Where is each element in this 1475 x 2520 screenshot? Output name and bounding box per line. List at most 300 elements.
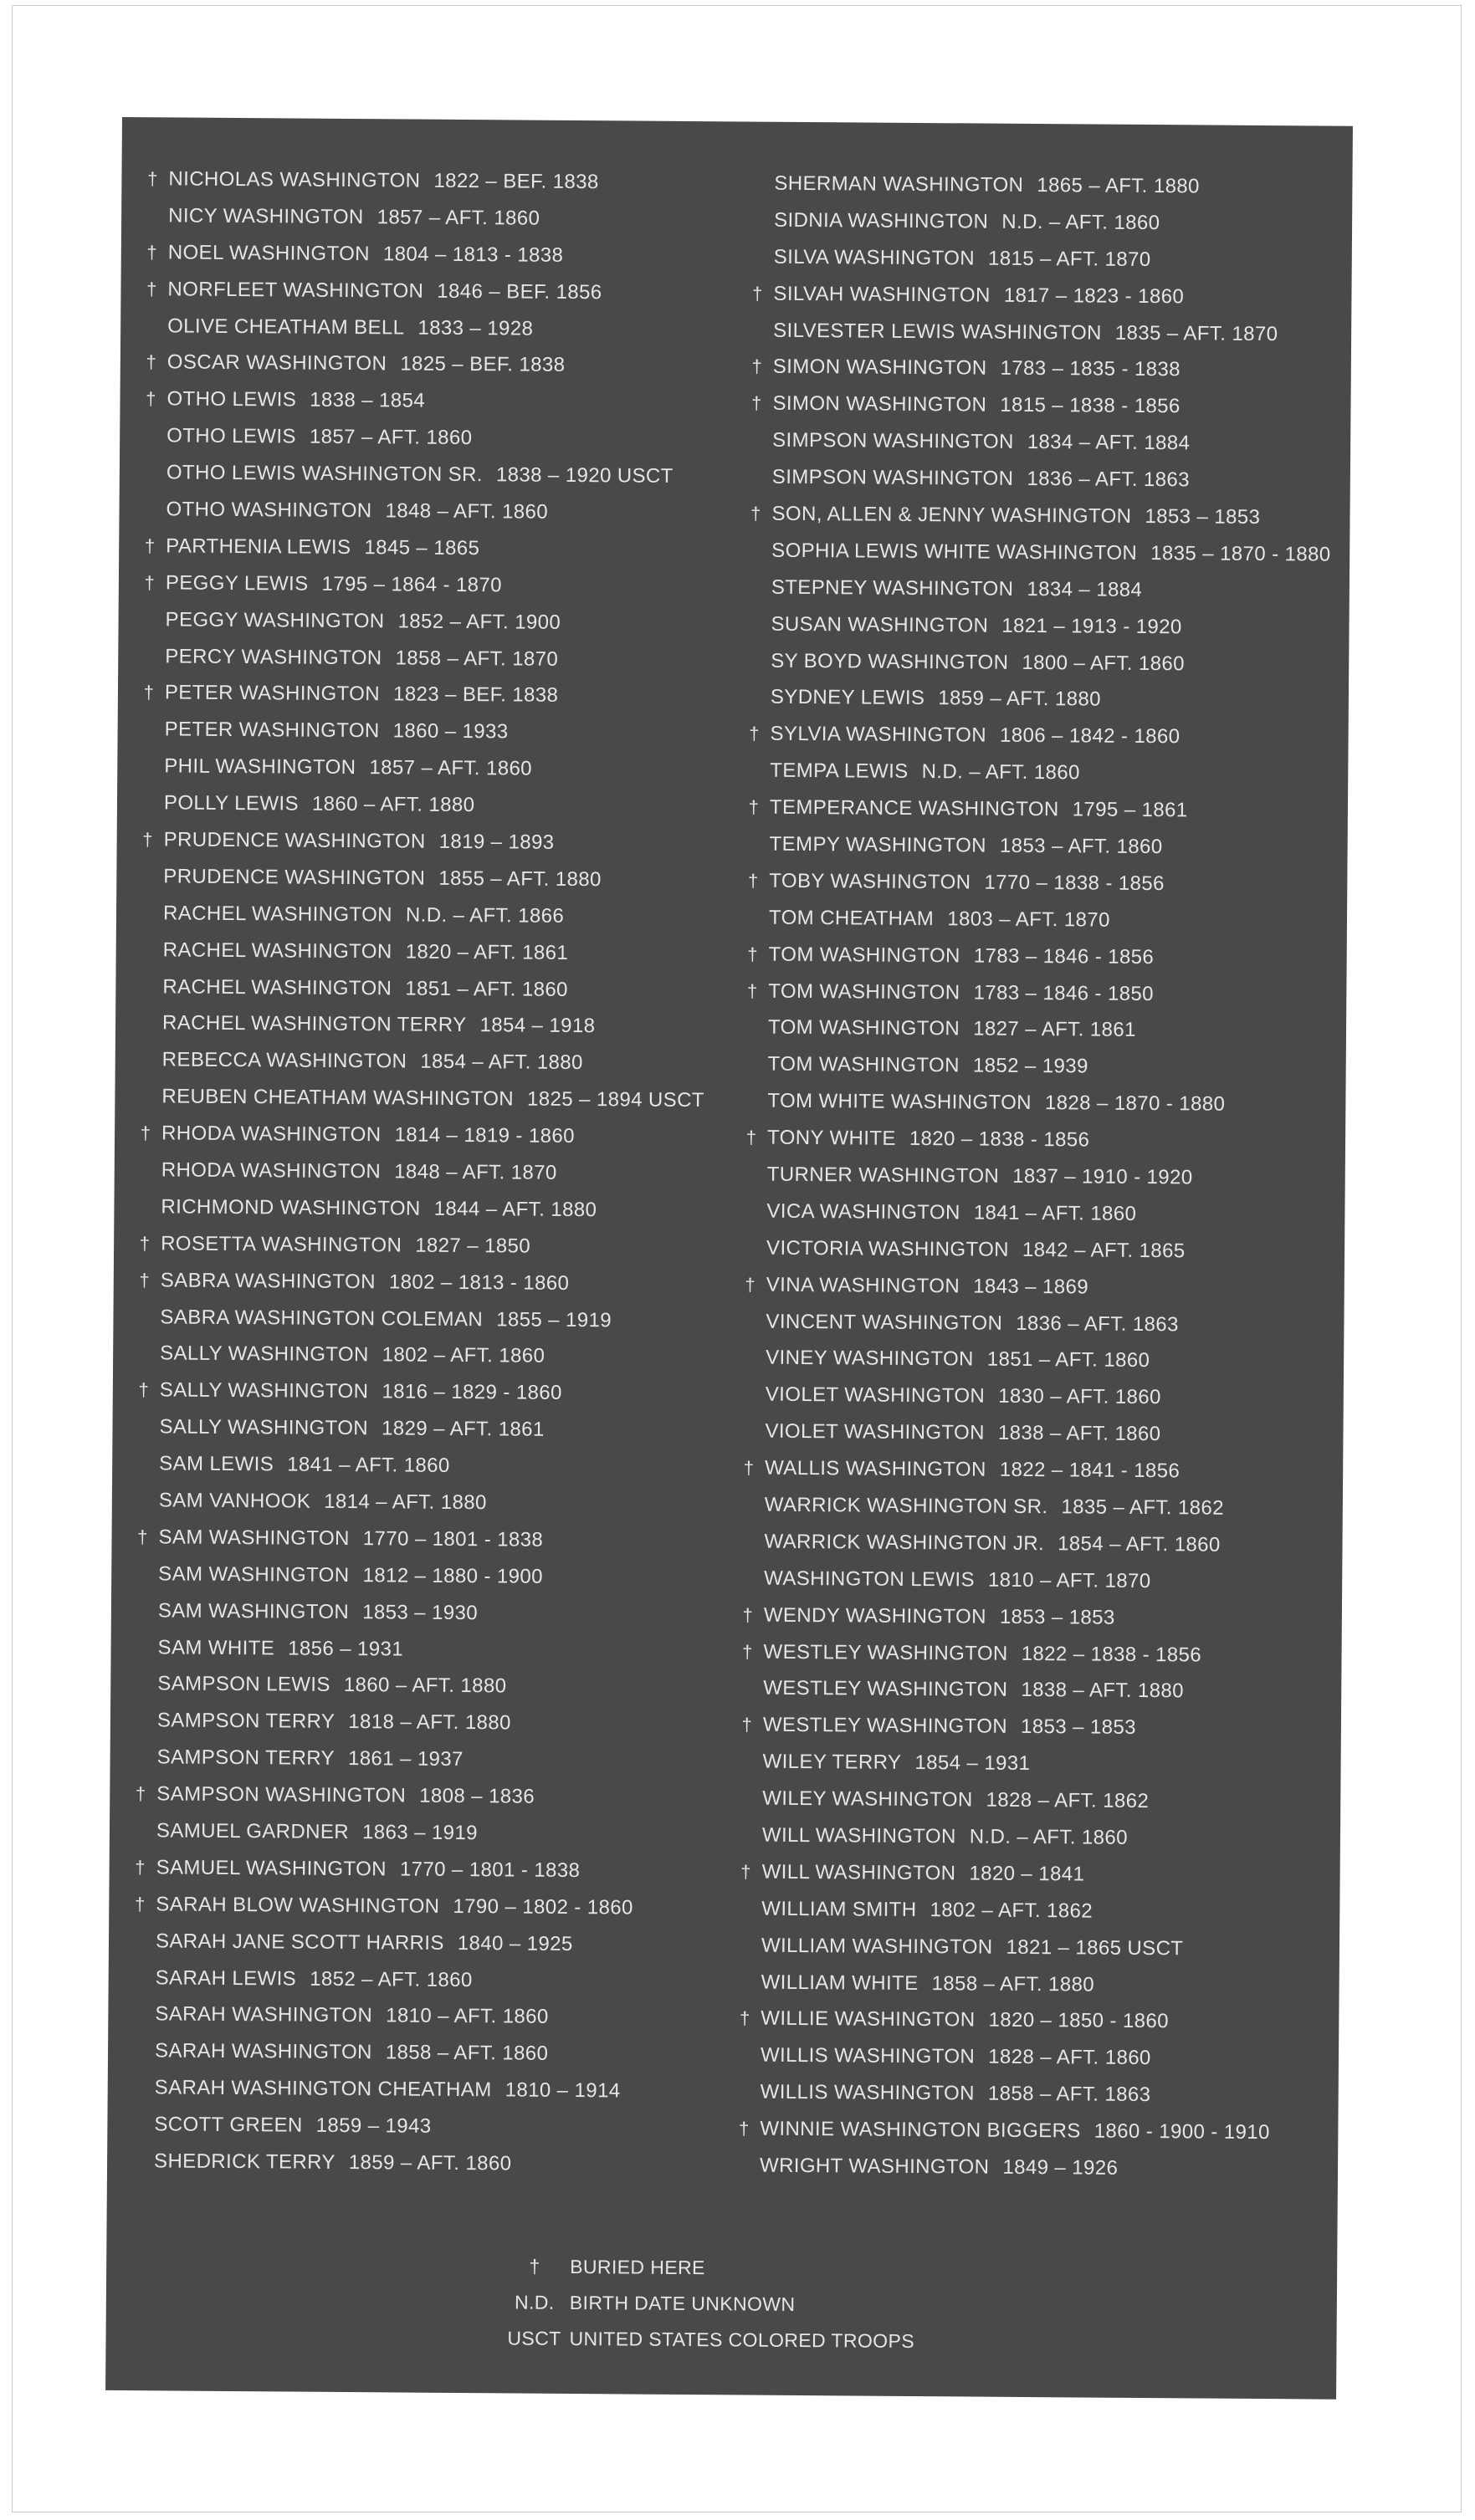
legend-row-nd	[499, 2284, 915, 2323]
entry-dates: 1838 – AFT. 1880	[1021, 1679, 1185, 1703]
entry-name: WASHINGTON LEWIS	[764, 1567, 976, 1592]
name-entry	[129, 1188, 731, 1229]
entry-name: PETER WASHINGTON	[164, 681, 381, 706]
entry-name: REUBEN CHEATHAM WASHINGTON	[161, 1085, 515, 1111]
name-entry	[125, 1812, 727, 1853]
name-entry	[131, 1041, 733, 1082]
entry-dates: 1853 – 1930	[362, 1600, 479, 1624]
entry-dates: 1838 – 1920 USCT	[495, 463, 673, 488]
entry-dates: 1822 – 1841 - 1856	[999, 1458, 1181, 1483]
entry-dates: 1852 – 1939	[972, 1054, 1088, 1078]
entry-name: REBECCA WASHINGTON	[161, 1048, 407, 1073]
entry-dates: 1859 – AFT. 1880	[938, 687, 1101, 712]
entry-dates: 1827 – 1850	[415, 1234, 531, 1258]
entry-dates: N.D. – AFT. 1860	[969, 1825, 1129, 1849]
name-entry	[136, 308, 738, 349]
entry-dates: 1860 – 1933	[392, 719, 509, 744]
entry-name: SARAH WASHINGTON CHEATHAM	[154, 2076, 492, 2102]
entry-dates: 1860 – AFT. 1880	[343, 1674, 507, 1698]
entry-name: PETER WASHINGTON	[164, 718, 380, 743]
name-entry	[124, 1849, 726, 1890]
entry-name: SHERMAN WASHINGTON	[774, 171, 1024, 197]
entry-name: SAMPSON TERRY	[156, 1746, 335, 1771]
left-name-column	[122, 161, 740, 2184]
name-entry	[736, 1046, 1339, 1087]
entry-dates: 1859 – 1943	[315, 2114, 432, 2138]
name-entry	[131, 895, 734, 936]
entry-name: SHEDRICK TERRY	[153, 2149, 335, 2174]
name-entry	[738, 716, 1340, 757]
entry-name: NICHOLAS WASHINGTON	[168, 167, 421, 192]
name-entry	[122, 2106, 725, 2147]
entry-name: RHODA WASHINGTON	[161, 1122, 382, 1147]
entry-name: STEPNEY WASHINGTON	[771, 575, 1014, 601]
entry-dates: 1837 – 1910 - 1920	[1012, 1164, 1193, 1189]
name-entry	[129, 1262, 731, 1303]
entry-dates: 1822 – BEF. 1838	[433, 169, 599, 194]
name-entry	[132, 711, 735, 752]
entry-name: WRIGHT WASHINGTON	[759, 2154, 990, 2179]
name-entry	[131, 1005, 733, 1046]
entry-name: TOM WASHINGTON	[767, 1053, 960, 1077]
entry-dates: 1846 – BEF. 1856	[437, 279, 602, 304]
entry-name: SAMUEL GARDNER	[156, 1819, 350, 1844]
name-entry	[733, 1450, 1335, 1491]
name-entry	[129, 1225, 731, 1266]
entry-name: SABRA WASHINGTON COLEMAN	[160, 1305, 484, 1331]
entry-dates: 1830 – AFT. 1860	[998, 1385, 1161, 1409]
entry-dates: 1806 – 1842 - 1860	[999, 724, 1181, 749]
entry-name: SILVESTER LEWIS WASHINGTON	[773, 319, 1102, 345]
entry-dates: 1843 – 1869	[973, 1275, 1089, 1299]
entry-name: SCOTT GREEN	[154, 2113, 303, 2137]
entry-dates: 1852 – AFT. 1860	[310, 1967, 473, 1991]
entry-name: WENDY WASHINGTON	[763, 1603, 986, 1628]
name-entry	[124, 1923, 726, 1964]
name-entry	[740, 386, 1343, 427]
name-entry	[739, 679, 1341, 720]
entry-name: SAM WASHINGTON	[157, 1599, 350, 1623]
entry-name: WILLIS WASHINGTON	[760, 2044, 976, 2068]
entry-dates: 1840 – 1925	[457, 1931, 573, 1955]
entry-dates: N.D. – AFT. 1866	[405, 903, 565, 928]
entry-name: SAMUEL WASHINGTON	[156, 1856, 387, 1881]
name-entry	[730, 1927, 1332, 1968]
name-entry	[123, 1996, 725, 2037]
entry-dates: 1859 – AFT. 1860	[348, 2151, 512, 2175]
name-entry	[130, 1152, 732, 1193]
entry-name: POLLY LEWIS	[163, 791, 300, 815]
entry-name: SARAH LEWIS	[155, 1965, 297, 1991]
legend	[499, 2248, 914, 2359]
entry-name: SAMPSON WASHINGTON	[156, 1782, 407, 1807]
name-entry	[126, 1556, 729, 1597]
name-entry	[737, 862, 1339, 903]
buried-marker-icon: †	[144, 571, 156, 594]
buried-marker-icon: †	[751, 355, 763, 378]
buried-marker-icon: †	[751, 392, 762, 414]
entry-dates: 1855 – 1919	[496, 1307, 612, 1332]
entry-name: RACHEL WASHINGTON	[162, 938, 392, 964]
entry-name: NICY WASHINGTON	[168, 204, 364, 228]
entry-dates: 1816 – 1829 - 1860	[382, 1380, 562, 1405]
name-entry	[127, 1445, 730, 1486]
entry-dates: 1857 – AFT. 1860	[369, 756, 533, 780]
name-entry	[738, 790, 1340, 831]
name-entry	[742, 238, 1344, 279]
entry-dates: 1828 – 1870 - 1880	[1044, 1091, 1226, 1116]
entry-name: SAM WASHINGTON	[158, 1526, 350, 1550]
entry-name: WILL WASHINGTON	[761, 1823, 956, 1848]
name-entry	[735, 1266, 1337, 1307]
entry-dates: 1810 – AFT. 1860	[386, 2004, 549, 2029]
name-entry	[731, 1633, 1334, 1674]
entry-dates: N.D. – AFT. 1860	[921, 760, 1080, 785]
name-entry	[741, 349, 1344, 390]
name-entry	[735, 1156, 1338, 1197]
entry-name: WARRICK WASHINGTON SR.	[764, 1493, 1048, 1519]
entry-dates: 1815 – AFT. 1870	[987, 247, 1151, 271]
entry-dates: 1821 – 1913 - 1920	[1001, 614, 1182, 638]
legend-key-usct: USCT	[507, 2327, 561, 2349]
name-entry	[736, 1010, 1339, 1050]
entry-name: SAM VANHOOK	[158, 1489, 311, 1513]
name-entry	[730, 1781, 1333, 1822]
name-entry	[736, 973, 1339, 1014]
buried-marker-icon: †	[740, 1861, 752, 1883]
name-entry	[740, 532, 1342, 573]
entry-name: SAMPSON TERRY	[156, 1709, 335, 1734]
name-entry	[740, 495, 1342, 536]
entry-name: SAM WASHINGTON	[158, 1562, 350, 1587]
entry-name: TOM WASHINGTON	[768, 979, 960, 1004]
entry-name: RACHEL WASHINGTON	[162, 902, 393, 927]
entry-dates: 1863 – 1919	[361, 1821, 479, 1845]
buried-marker-icon: †	[745, 1274, 756, 1296]
name-entry	[123, 2069, 725, 2110]
entry-name: ROSETTA WASHINGTON	[161, 1232, 402, 1257]
entry-dates: 1810 – AFT. 1870	[987, 1568, 1151, 1592]
entry-name: TOM WASHINGTON	[768, 943, 960, 968]
legend-row-usct	[499, 2320, 914, 2359]
entry-dates: 1808 – 1836	[419, 1784, 535, 1808]
entry-dates: 1812 – 1880 - 1900	[362, 1563, 543, 1588]
entry-name: SYLVIA WASHINGTON	[770, 722, 987, 747]
name-entry	[730, 1853, 1332, 1894]
name-entry	[740, 422, 1343, 463]
buried-marker-icon: †	[139, 1269, 151, 1291]
entry-dates: 1825 – 1894 USCT	[526, 1087, 705, 1112]
entry-name: SAM WHITE	[157, 1635, 275, 1659]
name-entry	[729, 2074, 1331, 2115]
legend-text-usct: UNITED STATES COLORED TROOPS	[569, 2327, 915, 2353]
entry-name: PEGGY WASHINGTON	[165, 608, 385, 632]
name-entry	[125, 1702, 728, 1743]
entry-dates: 1817 – 1823 - 1860	[1003, 284, 1185, 308]
entry-name: WILEY TERRY	[762, 1750, 902, 1775]
legend-key-nd: N.D.	[514, 2291, 555, 2313]
name-entry	[135, 417, 737, 458]
right-name-column	[728, 165, 1345, 2188]
entry-dates: 1856 – 1931	[288, 1637, 404, 1661]
name-entry	[737, 899, 1339, 940]
entry-dates: 1802 – AFT. 1862	[930, 1898, 1093, 1923]
name-entry	[742, 202, 1344, 243]
entry-name: VICTORIA WASHINGTON	[766, 1236, 1010, 1261]
entry-dates: 1838 – AFT. 1860	[997, 1421, 1161, 1446]
name-entry	[732, 1597, 1334, 1638]
entry-name: WILEY WASHINGTON	[762, 1786, 973, 1812]
buried-marker-icon: †	[134, 1893, 146, 1915]
entry-name: TOM WASHINGTON	[767, 1016, 960, 1040]
entry-dates: 1783 – 1835 - 1838	[1000, 357, 1181, 381]
name-entry	[136, 234, 739, 275]
entry-dates: 1828 – AFT. 1860	[988, 2046, 1151, 2070]
entry-dates: 1865 – AFT. 1880	[1037, 173, 1200, 198]
entry-dates: 1858 – AFT. 1880	[931, 1971, 1095, 1996]
buried-marker-icon: †	[146, 241, 158, 263]
name-entry	[742, 165, 1344, 206]
entry-dates: N.D. – AFT. 1860	[1001, 210, 1160, 234]
entry-dates: 1854 – 1918	[479, 1014, 596, 1038]
entry-dates: 1828 – AFT. 1862	[986, 1788, 1150, 1813]
entry-name: TOM WHITE WASHINGTON	[767, 1089, 1032, 1115]
entry-dates: 1770 – 1801 - 1838	[399, 1858, 581, 1882]
entry-name: OLIVE CHEATHAM BELL	[167, 314, 405, 339]
entry-dates: 1820 – 1838 - 1856	[909, 1127, 1090, 1152]
name-entry	[122, 2143, 725, 2184]
name-entry	[136, 197, 739, 238]
buried-marker-icon: †	[743, 1457, 755, 1479]
entry-dates: 1851 – AFT. 1860	[986, 1348, 1150, 1372]
entry-dates: 1849 – 1926	[1002, 2155, 1119, 2180]
entry-dates: 1855 – AFT. 1880	[438, 866, 602, 892]
name-entry	[741, 312, 1344, 353]
name-entry	[739, 642, 1341, 683]
entry-name: SON, ALLEN & JENNY WASHINGTON	[771, 502, 1132, 528]
entry-name: VINCENT WASHINGTON	[766, 1310, 1003, 1335]
entry-dates: 1854 – 1931	[914, 1751, 1031, 1776]
name-entry	[128, 1336, 730, 1377]
name-entry	[730, 1890, 1332, 1931]
entry-name: PRUDENCE WASHINGTON	[163, 828, 426, 853]
entry-name: SALLY WASHINGTON	[159, 1378, 369, 1403]
entry-dates: 1819 – 1893	[438, 830, 555, 854]
entry-name: TONY WHITE	[766, 1126, 896, 1150]
entry-name: SARAH JANE SCOTT HARRIS	[155, 1930, 444, 1955]
entry-name: TEMPY WASHINGTON	[769, 832, 987, 857]
entry-dates: 1783 – 1846 - 1850	[973, 981, 1155, 1005]
name-entry	[131, 858, 734, 899]
entry-name: SUSAN WASHINGTON	[771, 612, 989, 637]
entry-name: RHODA WASHINGTON	[161, 1158, 382, 1183]
name-entry	[738, 753, 1340, 794]
entry-name: PRUDENCE WASHINGTON	[163, 865, 426, 890]
name-entry	[735, 1193, 1337, 1234]
name-entry	[732, 1523, 1334, 1564]
buried-marker-icon: †	[139, 1232, 151, 1255]
entry-name: SALLY WASHINGTON	[159, 1415, 369, 1440]
name-entry	[730, 1744, 1333, 1785]
entry-name: SARAH WASHINGTON	[154, 2039, 372, 2064]
entry-dates: 1770 – 1838 - 1856	[984, 871, 1165, 896]
entry-dates: 1835 – AFT. 1870	[1114, 321, 1278, 345]
name-entry	[134, 528, 736, 569]
name-entry	[134, 565, 736, 606]
name-entry	[741, 275, 1344, 316]
entry-dates: 1861 – 1937	[347, 1747, 463, 1771]
name-entry	[734, 1303, 1336, 1344]
entry-dates: 1841 – AFT. 1860	[973, 1201, 1137, 1225]
name-entry	[135, 381, 737, 422]
buried-marker-icon: †	[147, 168, 158, 190]
memorial-plaque	[105, 117, 1353, 2400]
entry-dates: 1838 – 1854	[310, 388, 426, 412]
entry-dates: 1845 – 1865	[364, 535, 480, 560]
entry-name: SABRA WASHINGTON	[160, 1269, 376, 1293]
entry-name: TEMPA LEWIS	[770, 759, 909, 784]
name-entry	[737, 936, 1339, 977]
entry-dates: 1814 – 1819 - 1860	[394, 1123, 575, 1148]
entry-name: SIDNIA WASHINGTON	[774, 208, 989, 233]
buried-marker-icon: †	[143, 682, 155, 703]
legend-key-buried: †	[529, 2255, 540, 2277]
name-entry	[136, 345, 738, 386]
entry-name: SALLY WASHINGTON	[160, 1342, 369, 1367]
name-entry	[124, 1960, 726, 2001]
entry-dates: 1857 – AFT. 1860	[376, 206, 540, 230]
entry-dates: 1810 – 1914	[504, 2078, 621, 2103]
buried-marker-icon: †	[144, 535, 156, 557]
entry-dates: 1834 – 1884	[1027, 577, 1143, 601]
entry-name: TEMPERANCE WASHINGTON	[769, 795, 1059, 821]
name-entry	[133, 675, 735, 716]
entry-name: VINA WASHINGTON	[766, 1273, 960, 1298]
entry-name: NOEL WASHINGTON	[167, 241, 371, 265]
entry-name: VIOLET WASHINGTON	[765, 1419, 985, 1444]
entry-dates: 1854 – AFT. 1860	[1058, 1532, 1221, 1556]
name-entry	[735, 1120, 1338, 1161]
entry-name: RACHEL WASHINGTON	[162, 974, 392, 999]
entry-name: WILLIAM SMITH	[761, 1897, 917, 1921]
entry-name: SARAH WASHINGTON	[155, 2002, 373, 2027]
name-entry	[127, 1482, 730, 1523]
buried-marker-icon: †	[749, 723, 761, 744]
buried-marker-icon: †	[739, 2007, 750, 2030]
legend-text-buried: BURIED HERE	[570, 2255, 705, 2279]
name-entry	[728, 2111, 1330, 2152]
entry-name: OTHO WASHINGTON	[166, 498, 372, 523]
name-entry	[731, 1670, 1334, 1711]
entry-dates: 1853 – 1853	[999, 1605, 1115, 1629]
entry-name: WILLIAM WASHINGTON	[761, 1934, 993, 1959]
legend-text-nd: BIRTH DATE UNKNOWN	[569, 2291, 796, 2315]
name-entry	[130, 1115, 732, 1156]
name-entry	[733, 1413, 1335, 1454]
entry-dates: 1795 – 1864 - 1870	[321, 572, 503, 597]
name-entry	[730, 1817, 1333, 1858]
name-entry	[740, 569, 1342, 610]
name-entry	[128, 1372, 730, 1413]
name-entry	[123, 2032, 725, 2073]
name-entry	[125, 1629, 728, 1670]
name-entry	[132, 821, 735, 862]
entry-dates: 1829 – AFT. 1861	[381, 1417, 545, 1441]
entry-name: SIMON WASHINGTON	[772, 355, 987, 380]
entry-name: RICHMOND WASHINGTON	[161, 1195, 421, 1220]
entry-dates: 1848 – AFT. 1870	[394, 1160, 557, 1184]
entry-name: SAM LEWIS	[159, 1452, 274, 1476]
entry-dates: 1844 – AFT. 1880	[433, 1197, 597, 1222]
name-entry	[729, 2037, 1331, 2078]
entry-name: WESTLEY WASHINGTON	[763, 1640, 1008, 1665]
entry-dates: 1841 – AFT. 1860	[287, 1453, 450, 1478]
entry-dates: 1814 – AFT. 1880	[324, 1490, 487, 1515]
entry-dates: 1815 – 1838 - 1856	[1000, 393, 1181, 418]
entry-name: SIMPSON WASHINGTON	[771, 465, 1014, 490]
entry-dates: 1820 – 1850 - 1860	[988, 2009, 1170, 2033]
entry-name: OSCAR WASHINGTON	[166, 350, 387, 376]
entry-dates: 1836 – AFT. 1863	[1016, 1311, 1179, 1336]
entry-name: RACHEL WASHINGTON TERRY	[161, 1011, 467, 1037]
entry-name: SILVAH WASHINGTON	[773, 282, 991, 307]
entry-name: PHIL WASHINGTON	[164, 754, 356, 780]
buried-marker-icon: †	[146, 388, 156, 410]
entry-dates: 1770 – 1801 - 1838	[362, 1527, 544, 1551]
entry-dates: 1820 – 1841	[969, 1862, 1085, 1886]
name-entry	[128, 1299, 730, 1340]
name-entry	[131, 932, 734, 973]
buried-marker-icon: †	[742, 1641, 753, 1663]
entry-name: WINNIE WASHINGTON BIGGERS	[760, 2117, 1081, 2143]
entry-dates: 1834 – AFT. 1884	[1027, 431, 1191, 455]
entry-dates: 1842 – AFT. 1865	[1022, 1238, 1186, 1263]
entry-dates: 1804 – 1813 - 1838	[382, 243, 564, 267]
name-entry	[136, 161, 739, 202]
name-entry	[127, 1408, 730, 1449]
name-entry	[735, 1083, 1338, 1124]
name-entry	[124, 1886, 726, 1927]
entry-name: WILLIAM WHITE	[761, 1971, 919, 1995]
name-entry	[126, 1519, 729, 1560]
name-entry	[133, 601, 735, 642]
name-entry	[130, 1078, 732, 1119]
legend-row-buried	[499, 2248, 915, 2287]
name-entry	[730, 1964, 1332, 2005]
entry-name: VINEY WASHINGTON	[766, 1347, 974, 1371]
entry-name: PERCY WASHINGTON	[165, 644, 382, 669]
entry-dates: 1802 – AFT. 1860	[382, 1343, 545, 1368]
entry-dates: 1858 – AFT. 1860	[385, 2041, 549, 2066]
entry-dates: 1858 – AFT. 1870	[395, 646, 559, 671]
buried-marker-icon: †	[146, 351, 157, 373]
name-entry	[136, 271, 738, 312]
entry-dates: 1825 – BEF. 1838	[400, 352, 566, 377]
buried-marker-icon: †	[747, 870, 759, 892]
entry-name: OTHO LEWIS	[166, 387, 297, 411]
entry-dates: 1851 – AFT. 1860	[405, 977, 568, 1001]
name-entry	[728, 2147, 1330, 2188]
entry-dates: 1854 – AFT. 1880	[420, 1050, 583, 1075]
entry-dates: 1790 – 1802 - 1860	[453, 1894, 633, 1919]
entry-dates: 1822 – 1838 - 1856	[1021, 1642, 1202, 1667]
entry-dates: 1860 - 1900 - 1910	[1093, 2119, 1270, 2144]
entry-dates: 1783 – 1846 - 1856	[973, 944, 1155, 969]
entry-name: WESTLEY WASHINGTON	[763, 1677, 1008, 1702]
entry-dates: 1858 – AFT. 1863	[987, 2082, 1151, 2107]
entry-name: VICA WASHINGTON	[766, 1199, 960, 1224]
entry-dates: 1827 – AFT. 1861	[973, 1017, 1136, 1042]
